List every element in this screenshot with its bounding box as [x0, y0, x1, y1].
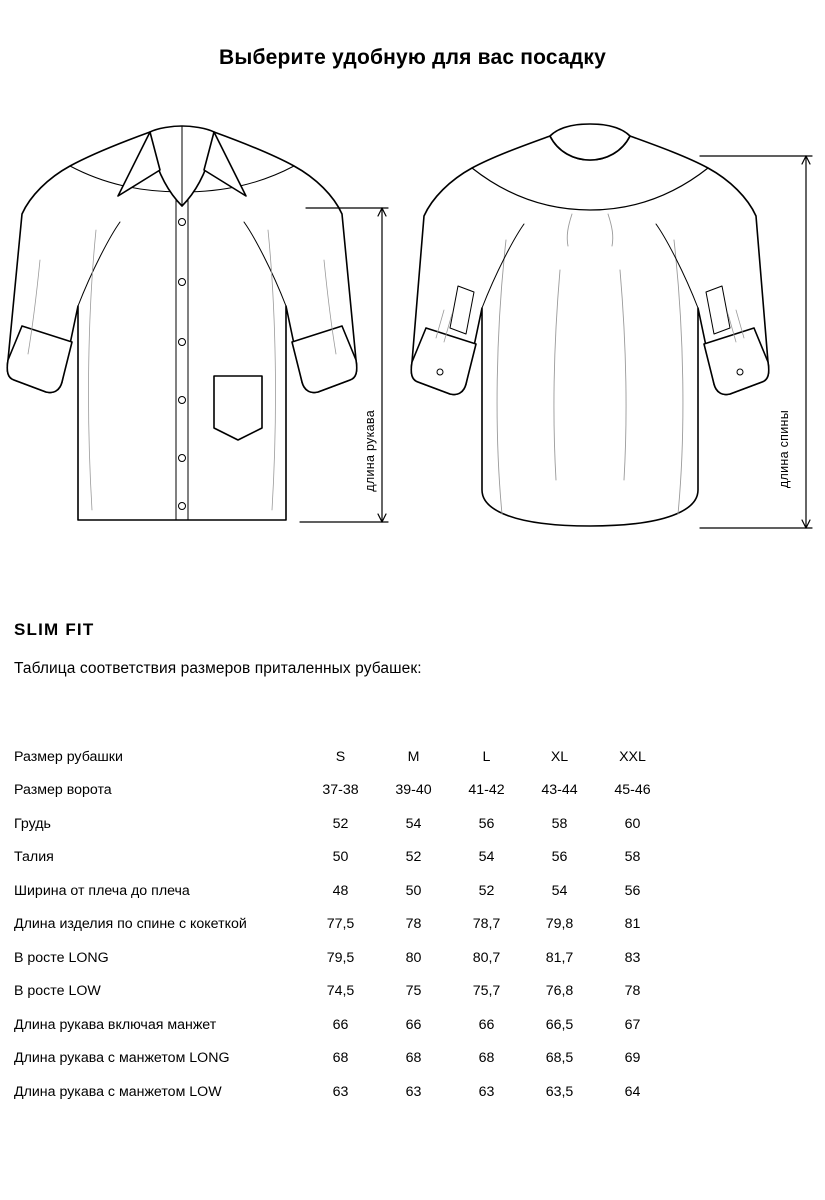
table-column-xxl: XXL [619, 748, 646, 765]
row-value: 80 [405, 949, 422, 966]
table-row [14, 807, 669, 841]
table-row [14, 975, 669, 1009]
row-label: Грудь [14, 815, 51, 832]
table-column-l: L [482, 748, 491, 765]
shirt-illustration [0, 110, 825, 570]
row-value: 63,5 [545, 1083, 574, 1100]
table-column-m: M [407, 748, 420, 765]
row-value: 68,5 [545, 1050, 574, 1067]
table-row [14, 1042, 669, 1076]
row-value: 63 [332, 1083, 349, 1100]
row-value: 63 [478, 1083, 495, 1100]
row-value: 39-40 [395, 782, 432, 799]
row-label: Длина рукава включая манжет [14, 1016, 217, 1033]
row-value: 81 [624, 916, 641, 933]
row-value: 58 [624, 849, 641, 866]
row-value: 75 [405, 983, 422, 1000]
row-value: 56 [478, 815, 495, 832]
row-value: 54 [405, 815, 422, 832]
row-value: 45-46 [614, 782, 651, 799]
row-value: 54 [478, 849, 495, 866]
table-row [14, 874, 669, 908]
row-value: 63 [405, 1083, 422, 1100]
row-value: 66 [332, 1016, 349, 1033]
fit-name: SLIM FIT [14, 620, 95, 639]
row-value: 75,7 [472, 983, 501, 1000]
row-value: 56 [624, 882, 641, 899]
row-value: 58 [551, 815, 568, 832]
size-table [14, 740, 669, 1109]
row-value: 66 [478, 1016, 495, 1033]
row-value: 78 [405, 916, 422, 933]
table-header-row [14, 740, 669, 774]
row-value: 77,5 [326, 916, 355, 933]
row-value: 48 [332, 882, 349, 899]
row-value: 68 [478, 1050, 495, 1067]
table-row [14, 908, 669, 942]
page-title: Выберите удобную для вас посадку [218, 46, 607, 69]
row-value: 74,5 [326, 983, 355, 1000]
row-value: 64 [624, 1083, 641, 1100]
row-label: Талия [14, 849, 54, 866]
row-value: 66,5 [545, 1016, 574, 1033]
row-value: 54 [551, 882, 568, 899]
table-column-xl: XL [550, 748, 569, 765]
back-length-label: длина спины [777, 410, 791, 489]
row-value: 52 [405, 849, 422, 866]
row-value: 60 [624, 815, 641, 832]
row-value: 41-42 [468, 782, 505, 799]
sleeve-length-label: длина рукава [363, 410, 377, 492]
row-value: 79,5 [326, 949, 355, 966]
row-value: 83 [624, 949, 641, 966]
row-value: 37-38 [322, 782, 359, 799]
table-row [14, 1075, 669, 1109]
table-column-s: S [335, 748, 346, 765]
row-value: 78,7 [472, 916, 501, 933]
row-value: 68 [332, 1050, 349, 1067]
row-label: В росте LONG [14, 949, 109, 966]
table-row [14, 774, 669, 808]
row-label: Длина рукава с манжетом LONG [14, 1050, 230, 1067]
table-subtitle: Таблица соответствия размеров приталенных рубашек: [14, 660, 422, 677]
row-value: 78 [624, 983, 641, 1000]
row-label: Размер ворота [14, 782, 112, 799]
shirt-back-view [411, 124, 769, 526]
row-value: 68 [405, 1050, 422, 1067]
row-value: 80,7 [472, 949, 501, 966]
table-row [14, 941, 669, 975]
row-value: 79,8 [545, 916, 574, 933]
row-value: 50 [332, 849, 349, 866]
row-label: Ширина от плеча до плеча [14, 882, 190, 899]
row-value: 69 [624, 1050, 641, 1067]
shirt-front-view [7, 126, 357, 520]
table-header-label: Размер рубашки [14, 748, 123, 765]
row-label: Длина рукава с манжетом LOW [14, 1083, 222, 1100]
table-row [14, 841, 669, 875]
row-label: В росте LOW [14, 983, 101, 1000]
row-value: 52 [478, 882, 495, 899]
row-value: 67 [624, 1016, 641, 1033]
row-value: 66 [405, 1016, 422, 1033]
row-label: Длина изделия по спине с кокеткой [14, 916, 247, 933]
row-value: 81,7 [545, 949, 574, 966]
row-value: 56 [551, 849, 568, 866]
row-value: 43-44 [541, 782, 578, 799]
row-value: 50 [405, 882, 422, 899]
table-row [14, 1008, 669, 1042]
row-value: 76,8 [545, 983, 574, 1000]
row-value: 52 [332, 815, 349, 832]
